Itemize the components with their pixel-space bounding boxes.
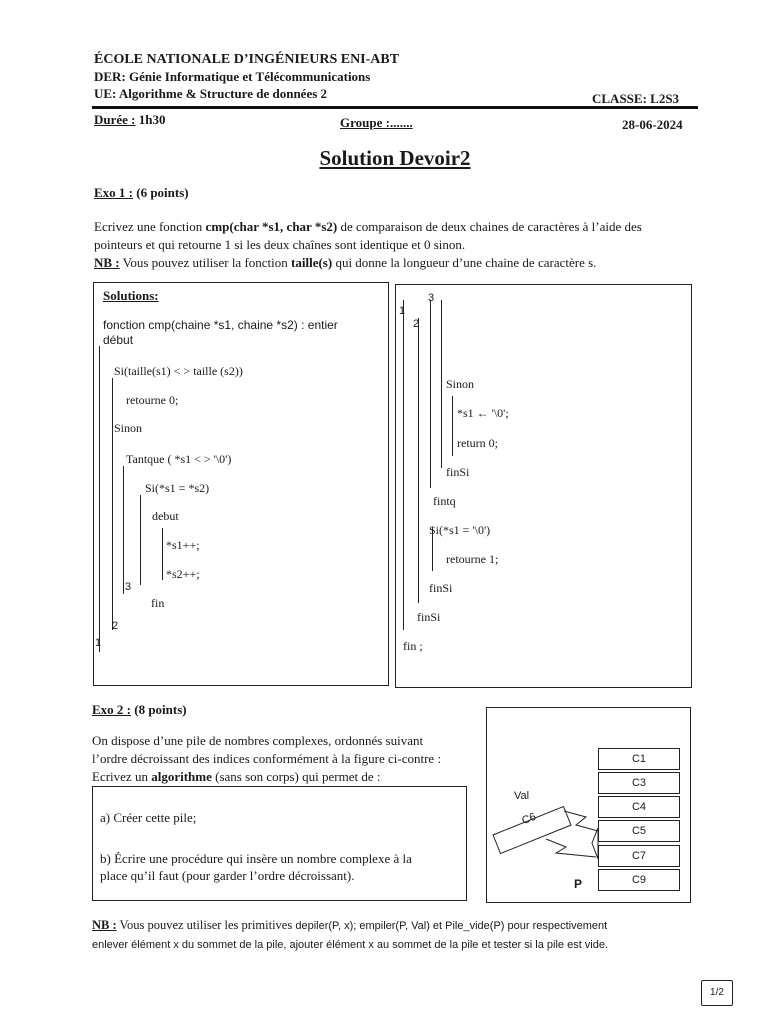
block-mark: 1	[95, 637, 102, 649]
course-unit: UE: Algorithme & Structure de données 2	[94, 86, 328, 101]
exo1-statement-line1	[94, 219, 642, 235]
nb-text: Vous pouvez utiliser la fonction	[119, 255, 292, 270]
block-bar-1	[99, 346, 100, 652]
block-bar-r2	[418, 318, 419, 603]
stack-cell: C5	[598, 820, 680, 842]
exo2-heading	[92, 702, 187, 718]
code-line: Si(*s1 = *s2)	[145, 481, 210, 495]
code-line: *s1++;	[166, 538, 200, 552]
code-line: retourne 1;	[446, 552, 499, 566]
nb-text: Vous pouvez utiliser les primitives	[116, 918, 296, 932]
exo2-label: Exo 2 :	[92, 702, 131, 717]
code-line: fonction cmp(chaine *s1, chaine *s2) : entier	[103, 318, 338, 332]
solution-left-box	[93, 282, 389, 686]
exo1-note	[94, 255, 596, 271]
code-line: Si(*s1 = '\0')	[429, 523, 491, 537]
department: DER: Génie Informatique et Télécommunications	[94, 69, 371, 84]
block-mark: 3	[125, 581, 132, 593]
nb-primitives: depiler(P, x); empiler(P, Val) et Pile_vide(P) pour respectivement	[295, 920, 608, 932]
exo2-note-line2: enlever élément x du sommet de la pile, ajouter élément x au sommet de la pile et tester si la pile est vide.	[92, 939, 609, 951]
code-line: finSi	[446, 465, 470, 479]
stack-cell: C9	[598, 869, 680, 891]
insertion-arrow-diagram	[486, 707, 691, 903]
block-bar-2	[112, 378, 113, 630]
pointer-label: P	[574, 877, 583, 891]
block-bar-r3	[430, 300, 431, 488]
code-line: fin ;	[403, 639, 423, 653]
task-b-line2: place qu’il faut (pour garder l’ordre décroissant).	[100, 868, 355, 883]
block-bar-r4	[441, 300, 442, 468]
task-b-line1: b) Écrire une procédure qui insère un nombre complexe à la	[100, 851, 412, 866]
exo2-points: (8 points)	[134, 702, 187, 717]
exo2-line1: On dispose d’une pile de nombres complexes, ordonnés suivant	[92, 733, 424, 748]
lightning-arrow-bottom	[546, 839, 596, 857]
block-mark: 2	[413, 318, 420, 330]
duration-label: Durée :	[94, 112, 136, 127]
block-mark: 2	[112, 620, 119, 632]
exo1-statement-line2: pointeurs et qui retourne 1 si les deux chaînes sont identique et 0 sinon.	[94, 237, 466, 252]
exo1-points: (6 points)	[136, 185, 189, 200]
code-line: début	[103, 333, 134, 347]
block-bar-4	[140, 495, 141, 585]
code-line: Si(taille(s1) < > taille (s2))	[114, 364, 243, 378]
exo1-text: de comparaison de deux chaines de caractères à l’aide des	[337, 219, 642, 234]
exo2-note-line1	[92, 918, 607, 933]
code-line: debut	[152, 509, 179, 523]
exo2-text: Ecrivez un	[92, 769, 152, 784]
exo1-function-signature: cmp(char *s1, char *s2)	[205, 219, 338, 234]
block-bar-5	[162, 528, 163, 580]
code-line: fintq	[433, 494, 456, 508]
exo2-line2: l’ordre décroissant des indices conformément à la figure ci-contre :	[92, 751, 442, 766]
nb-label: NB :	[92, 918, 117, 932]
stack-cell: C4	[598, 796, 680, 818]
exo2-text: (sans son corps) qui permet de :	[211, 769, 381, 784]
school-name: ÉCOLE NATIONALE D’INGÉNIEURS ENI-ABT	[94, 52, 400, 67]
page-title: Solution Devoir2	[319, 146, 471, 170]
group-field: Groupe :.......	[340, 115, 413, 130]
exo1-heading	[94, 185, 189, 201]
page-number: 1/2	[701, 980, 733, 1006]
block-bar-3	[123, 466, 124, 594]
code-line: *s2++;	[166, 567, 200, 581]
code-line: Sinon	[114, 421, 143, 435]
block-mark: 3	[428, 292, 435, 304]
solution-heading: Solutions:	[103, 288, 159, 303]
duration	[94, 112, 166, 128]
code-line: fin	[151, 596, 165, 610]
stack-cell: C3	[598, 772, 680, 794]
duration-value: 1h30	[138, 112, 166, 127]
nb-label: NB :	[94, 255, 120, 270]
code-line: Tantque ( *s1 < > '\0')	[126, 452, 232, 466]
block-mark: 1	[399, 305, 406, 317]
exam-date: 28-06-2024	[622, 117, 683, 132]
block-bar-r5	[452, 396, 453, 456]
exo2-line3	[92, 769, 380, 785]
class-label: CLASSE: L2S3	[592, 91, 680, 106]
stack-cell: C1	[598, 748, 680, 770]
val-item: C6	[520, 810, 538, 828]
exo1-text: Ecrivez une fonction	[94, 219, 206, 234]
code-line: return 0;	[457, 436, 498, 450]
solution-right-box	[395, 284, 692, 688]
exo2-keyword: algorithme	[151, 769, 212, 784]
arrow-head	[592, 828, 598, 859]
code-line: Sinon	[446, 377, 475, 391]
code-line: finSi	[417, 610, 441, 624]
exo1-label: Exo 1 :	[94, 185, 133, 200]
code-line: *s1 ← '\0';	[457, 406, 509, 420]
code-line: finSi	[429, 581, 453, 595]
task-a: a) Créer cette pile;	[100, 810, 197, 825]
nb-text: qui donne la longueur d’une chaine de caractère s.	[332, 255, 597, 270]
nb-function: taille(s)	[291, 255, 333, 270]
val-label: Val	[514, 790, 530, 802]
code-line: retourne 0;	[126, 393, 179, 407]
block-bar-r1	[403, 300, 404, 630]
header-rule	[92, 106, 698, 109]
stack-cell: C7	[598, 845, 680, 867]
